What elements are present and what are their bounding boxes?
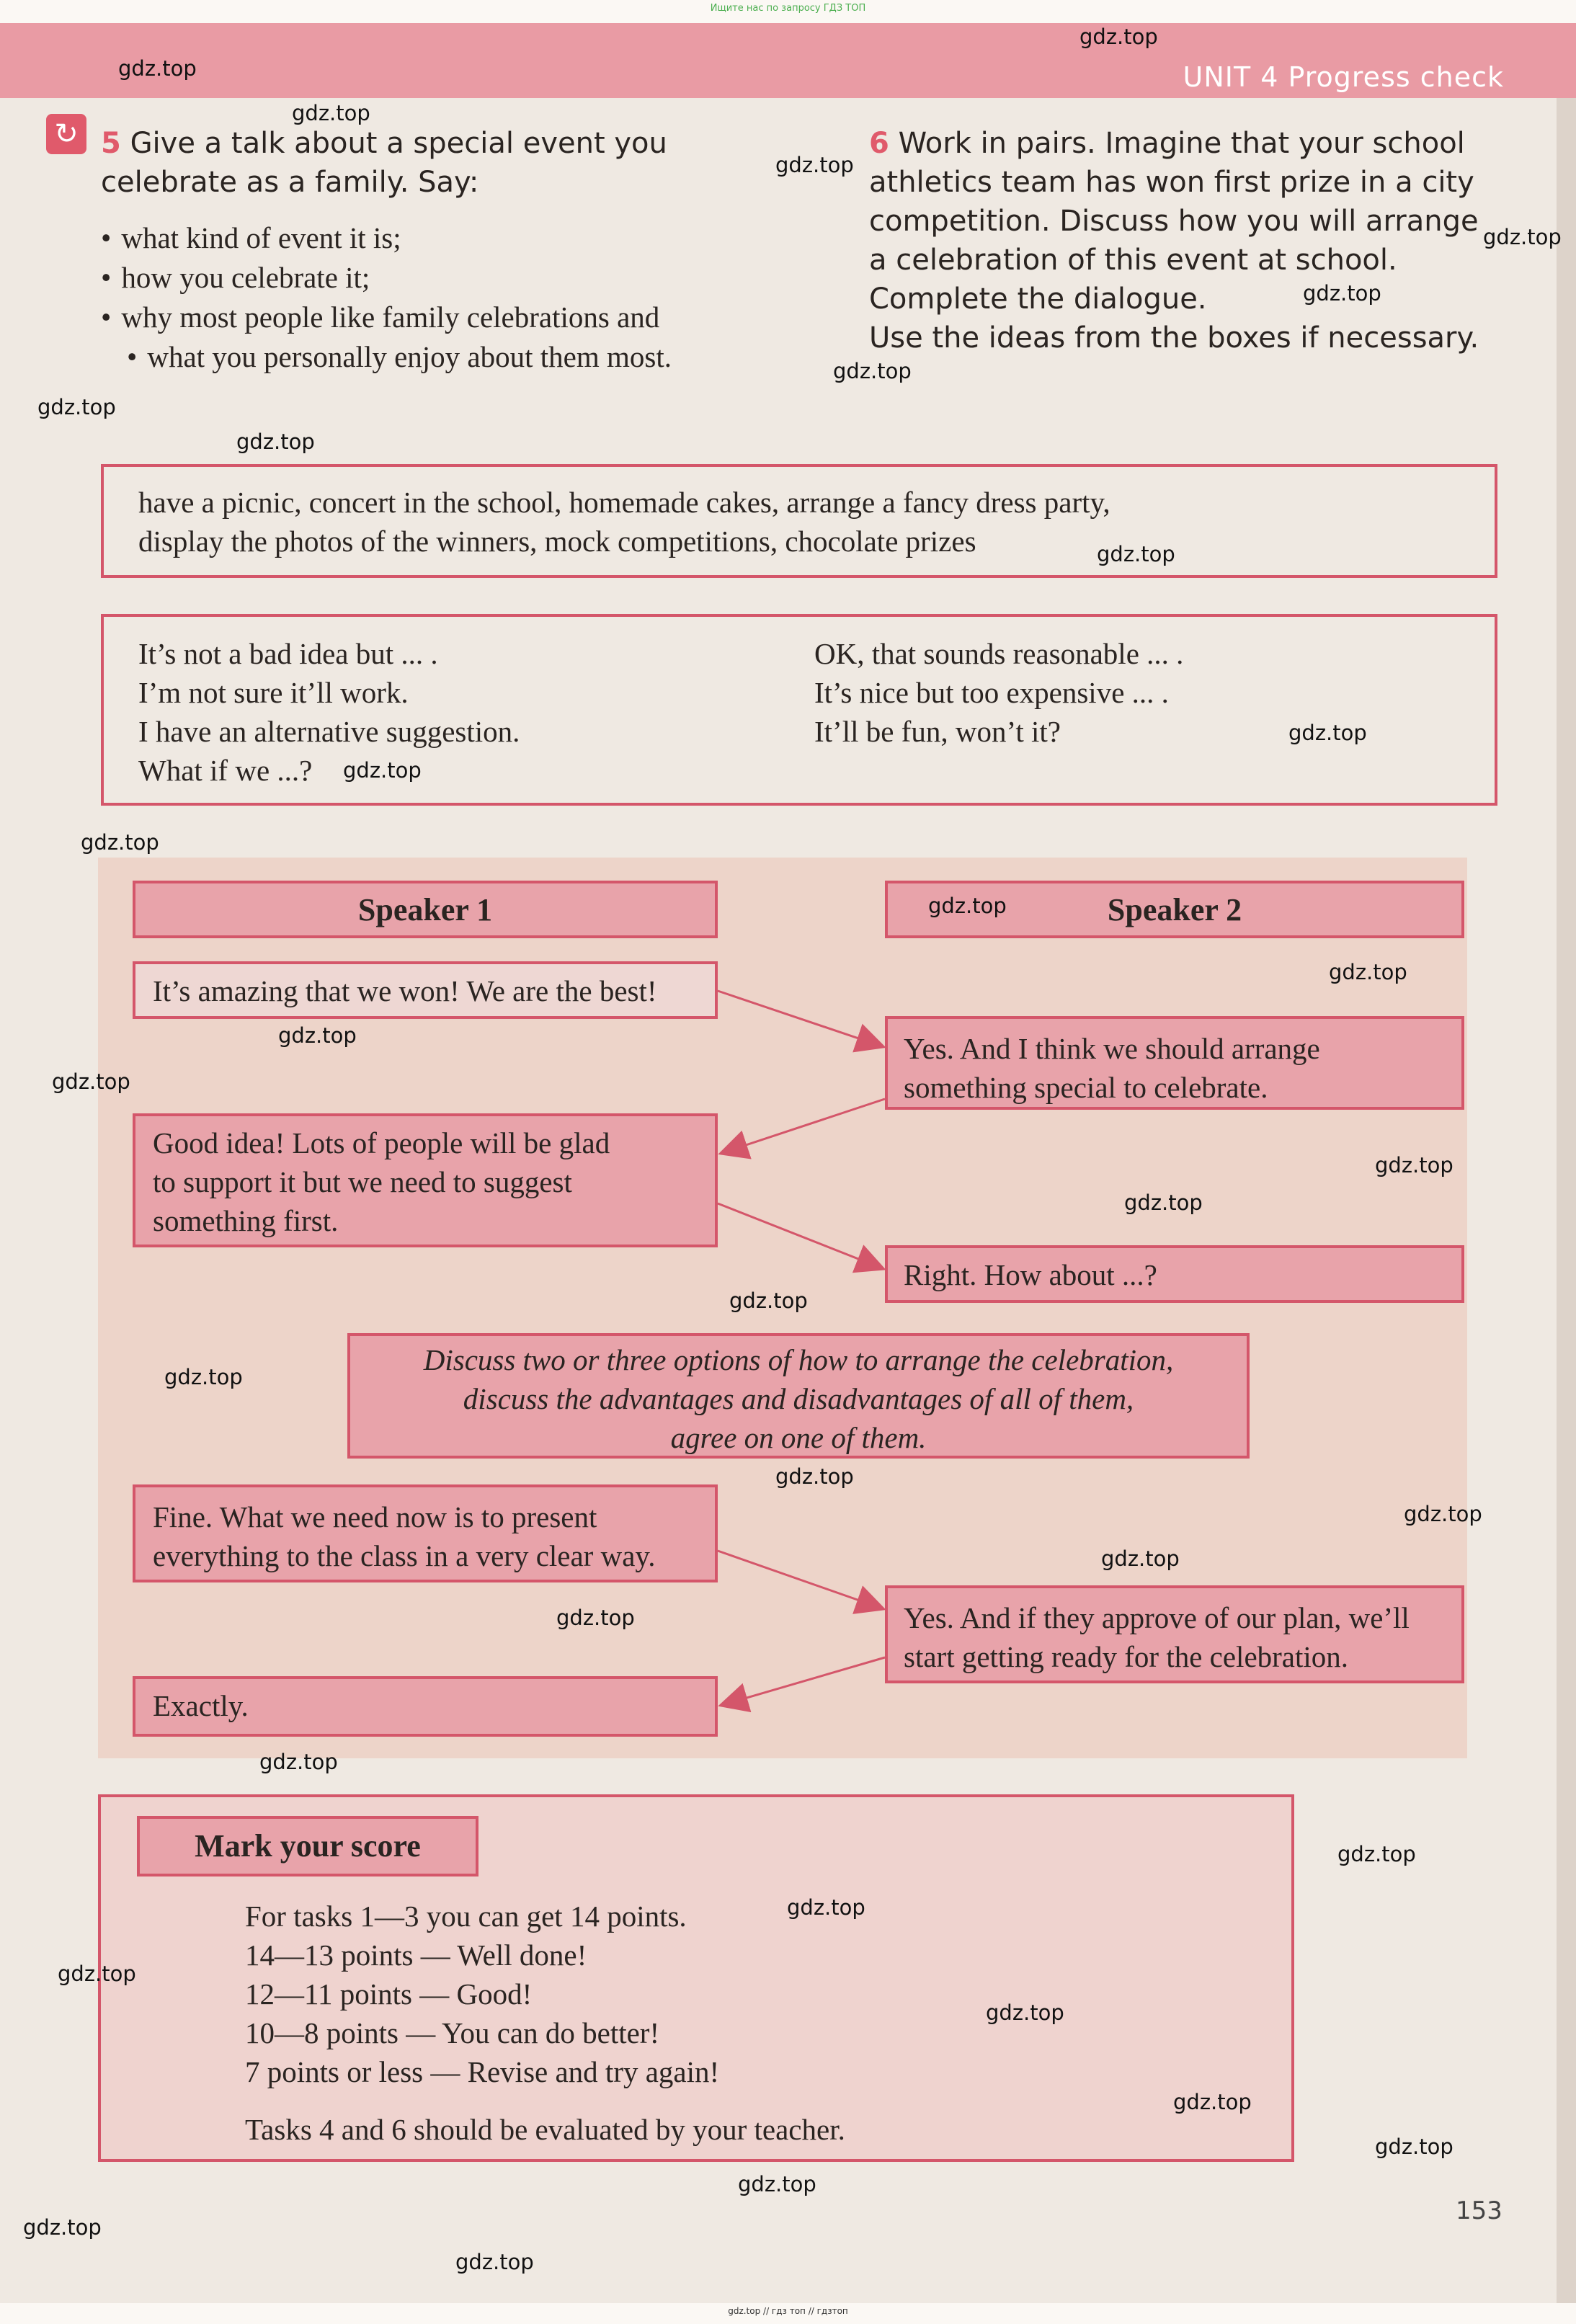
line: to support it but we need to suggest (153, 1165, 572, 1198)
watermark: gdz.top (292, 101, 370, 125)
task6-line: Complete the dialogue. (869, 282, 1207, 316)
line: agree on one of them. (670, 1421, 927, 1454)
watermark: gdz.top (1079, 25, 1158, 49)
ideas-line: have a picnic, concert in the school, homemade cakes, arrange a fancy dress party, (138, 486, 1110, 519)
phrase: I have an alternative suggestion. (138, 715, 520, 748)
line: everything to the class in a very clear way. (153, 1539, 656, 1572)
watermark: gdz.top (236, 429, 315, 454)
score-line: For tasks 1—3 you can get 14 points. (245, 1900, 687, 1933)
task6-line: competition. Discuss how you will arrange (869, 205, 1479, 238)
unit-title: UNIT 4 Progress check (1183, 61, 1504, 93)
watermark: gdz.top (278, 1023, 357, 1048)
watermark: gdz.top (259, 1750, 338, 1774)
speaker2-label: Speaker 2 (885, 881, 1464, 938)
phrase: It’s not a bad idea but ... . (138, 637, 438, 670)
phrase: OK, that sounds reasonable ... . (814, 637, 1184, 670)
speaker2-line: Right. How about ...? (885, 1245, 1464, 1303)
watermark: gdz.top (556, 1606, 635, 1630)
watermark: gdz.top (986, 2000, 1064, 2025)
watermark: gdz.top (1288, 721, 1367, 745)
watermark: gdz.top (1375, 2134, 1453, 2159)
watermark: gdz.top (1483, 225, 1562, 249)
watermark: gdz.top (729, 1288, 808, 1313)
watermark: gdz.top (118, 56, 197, 81)
bottom-links[interactable]: gdz.top // гдз топ // гдзтоп (728, 2306, 848, 2316)
watermark: gdz.top (37, 395, 116, 419)
line: something first. (153, 1204, 339, 1237)
watermark: gdz.top (1337, 1842, 1416, 1866)
task5-line2: celebrate as a family. Say: (101, 166, 479, 199)
arrow (718, 991, 882, 1046)
watermark: gdz.top (1404, 1502, 1482, 1526)
watermark: gdz.top (775, 1464, 854, 1489)
arrow (722, 1099, 885, 1153)
task6-line: Work in pairs. Imagine that your school (898, 127, 1465, 160)
watermark: gdz.top (1375, 1153, 1453, 1177)
repeat-icon: ↻ (46, 114, 86, 154)
score-list (245, 1897, 719, 2091)
bullet-item: • what kind of event it is; (101, 218, 822, 258)
speaker1-line: Exactly. (133, 1676, 718, 1737)
watermark: gdz.top (787, 1895, 865, 1920)
line: start getting ready for the celebration. (904, 1640, 1349, 1673)
task6-line: athletics team has won first prize in a city (869, 166, 1474, 199)
watermark: gdz.top (928, 894, 1007, 918)
bullet-item: • why most people like family celebrations and (101, 298, 822, 337)
score-title: Mark your score (137, 1816, 478, 1876)
score-footer: Tasks 4 and 6 should be evaluated by your teacher. (245, 2113, 845, 2146)
score-line: 12—11 points — Good! (245, 1977, 533, 2011)
watermark: gdz.top (775, 153, 854, 177)
phrase: It’s nice but too expensive ... . (814, 676, 1169, 709)
watermark: gdz.top (833, 359, 912, 383)
bullet-item: • how you celebrate it; (101, 258, 822, 298)
task6-line: Use the ideas from the boxes if necessary. (869, 321, 1479, 355)
score-line: 10—8 points — You can do better! (245, 2016, 660, 2049)
watermark: gdz.top (58, 1962, 136, 1986)
line: discuss the advantages and disadvantages of all of them, (463, 1382, 1134, 1415)
task5-line1: Give a talk about a special event you (130, 127, 667, 160)
line: something special to celebrate. (904, 1071, 1268, 1104)
task6-number: 6 (869, 127, 889, 160)
watermark: gdz.top (343, 758, 422, 783)
phrase: What if we ...? (138, 754, 313, 787)
bullet-continuation: • what you personally enjoy about them most. (101, 337, 822, 377)
speaker1-line: It’s amazing that we won! We are the best! (133, 961, 718, 1019)
watermark: gdz.top (1303, 281, 1381, 306)
speaker1-label: Speaker 1 (133, 881, 718, 938)
ideas-line: display the photos of the winners, mock competitions, chocolate prizes (138, 525, 976, 558)
line: Fine. What we need now is to present (153, 1500, 597, 1533)
watermark: gdz.top (52, 1069, 130, 1094)
line: Yes. And if they approve of our plan, we’ll (904, 1601, 1410, 1634)
watermark: gdz.top (1173, 2090, 1252, 2114)
task6-line: a celebration of this event at school. (869, 244, 1397, 277)
watermark: gdz.top (81, 830, 159, 855)
arrow (718, 1551, 882, 1608)
arrow (718, 1203, 882, 1268)
watermark: gdz.top (23, 2215, 102, 2240)
line: Discuss two or three options of how to arrange the celebration, (423, 1343, 1174, 1376)
watermark: gdz.top (1097, 542, 1175, 566)
page-number: 153 (1456, 2196, 1502, 2225)
watermark: gdz.top (1329, 960, 1407, 984)
watermark: gdz.top (164, 1365, 243, 1389)
line: Yes. And I think we should arrange (904, 1032, 1320, 1065)
task5-number: 5 (101, 127, 121, 160)
score-line: 14—13 points — Well done! (245, 1938, 587, 1972)
phrase: I’m not sure it’ll work. (138, 676, 409, 709)
top-link[interactable]: Ищите нас по запросу ГДЗ ТОП (710, 3, 866, 14)
watermark: gdz.top (455, 2250, 534, 2274)
line: Good idea! Lots of people will be glad (153, 1126, 610, 1159)
phrase: It’ll be fun, won’t it? (814, 715, 1061, 748)
watermark: gdz.top (1124, 1190, 1203, 1215)
arrow (722, 1657, 885, 1705)
watermark: gdz.top (1101, 1546, 1180, 1571)
score-line: 7 points or less — Revise and try again! (245, 2055, 720, 2088)
watermark: gdz.top (738, 2172, 816, 2196)
